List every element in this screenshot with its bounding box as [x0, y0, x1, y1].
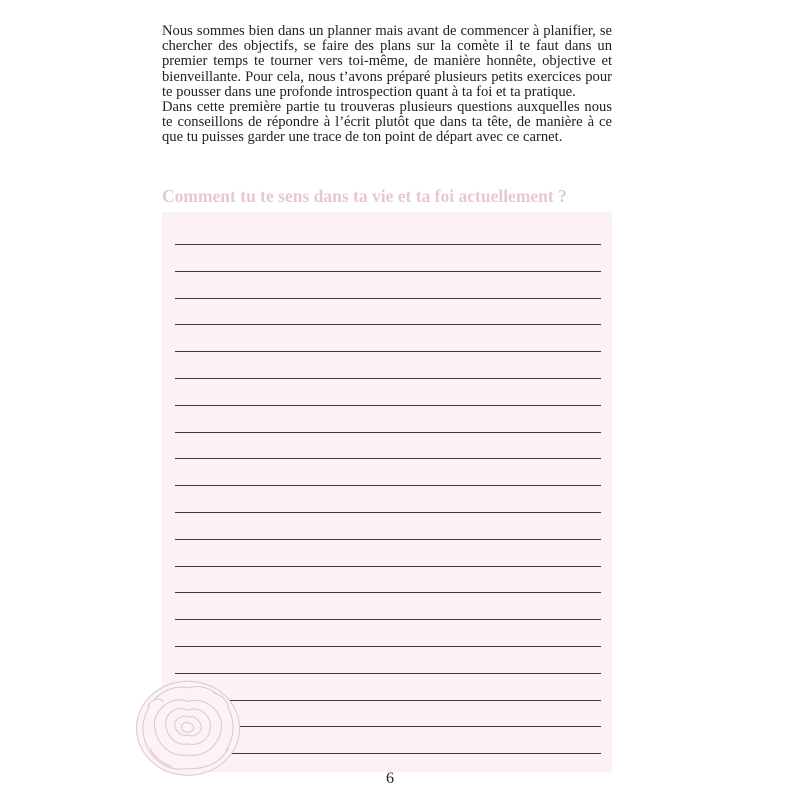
writing-line[interactable] [175, 566, 601, 567]
writing-line[interactable] [175, 592, 601, 593]
question-heading: Comment tu te sens dans ta vie et ta foi actuellement ? [162, 186, 567, 206]
writing-line[interactable] [175, 646, 601, 647]
writing-line[interactable] [175, 271, 601, 272]
writing-line[interactable] [175, 324, 601, 325]
intro-paragraph-1: Nous sommes bien dans un planner mais avant de commencer à planifier, se chercher des objectifs, se faire des plans sur la comète il te faut dans un premier temps te tourner vers toi-même, de manière honnête, objective et bienveillante. Pour cela, nous t’avons préparé plusieurs petits exercices pour te pousser dans une profonde introspection quant à ta foi et ta pratique. [162, 23, 612, 100]
page-number: 6 [386, 770, 394, 787]
peony-flower-icon [132, 670, 244, 782]
writing-line[interactable] [175, 244, 601, 245]
writing-line[interactable] [175, 619, 601, 620]
writing-line[interactable] [175, 512, 601, 513]
writing-line[interactable] [175, 458, 601, 459]
writing-line[interactable] [175, 378, 601, 379]
intro-paragraph-2: Dans cette première partie tu trouveras plusieurs questions auxquelles nous te conseillons de répondre à l’écrit plutôt que dans ta tête, de manière à ce que tu puisses garder une trace de ton point de départ avec ce carnet. [162, 99, 612, 146]
writing-line[interactable] [175, 405, 601, 406]
writing-line[interactable] [175, 432, 601, 433]
writing-line[interactable] [175, 351, 601, 352]
writing-line[interactable] [175, 298, 601, 299]
writing-line[interactable] [175, 485, 601, 486]
intro-text [162, 24, 612, 146]
writing-line[interactable] [175, 539, 601, 540]
